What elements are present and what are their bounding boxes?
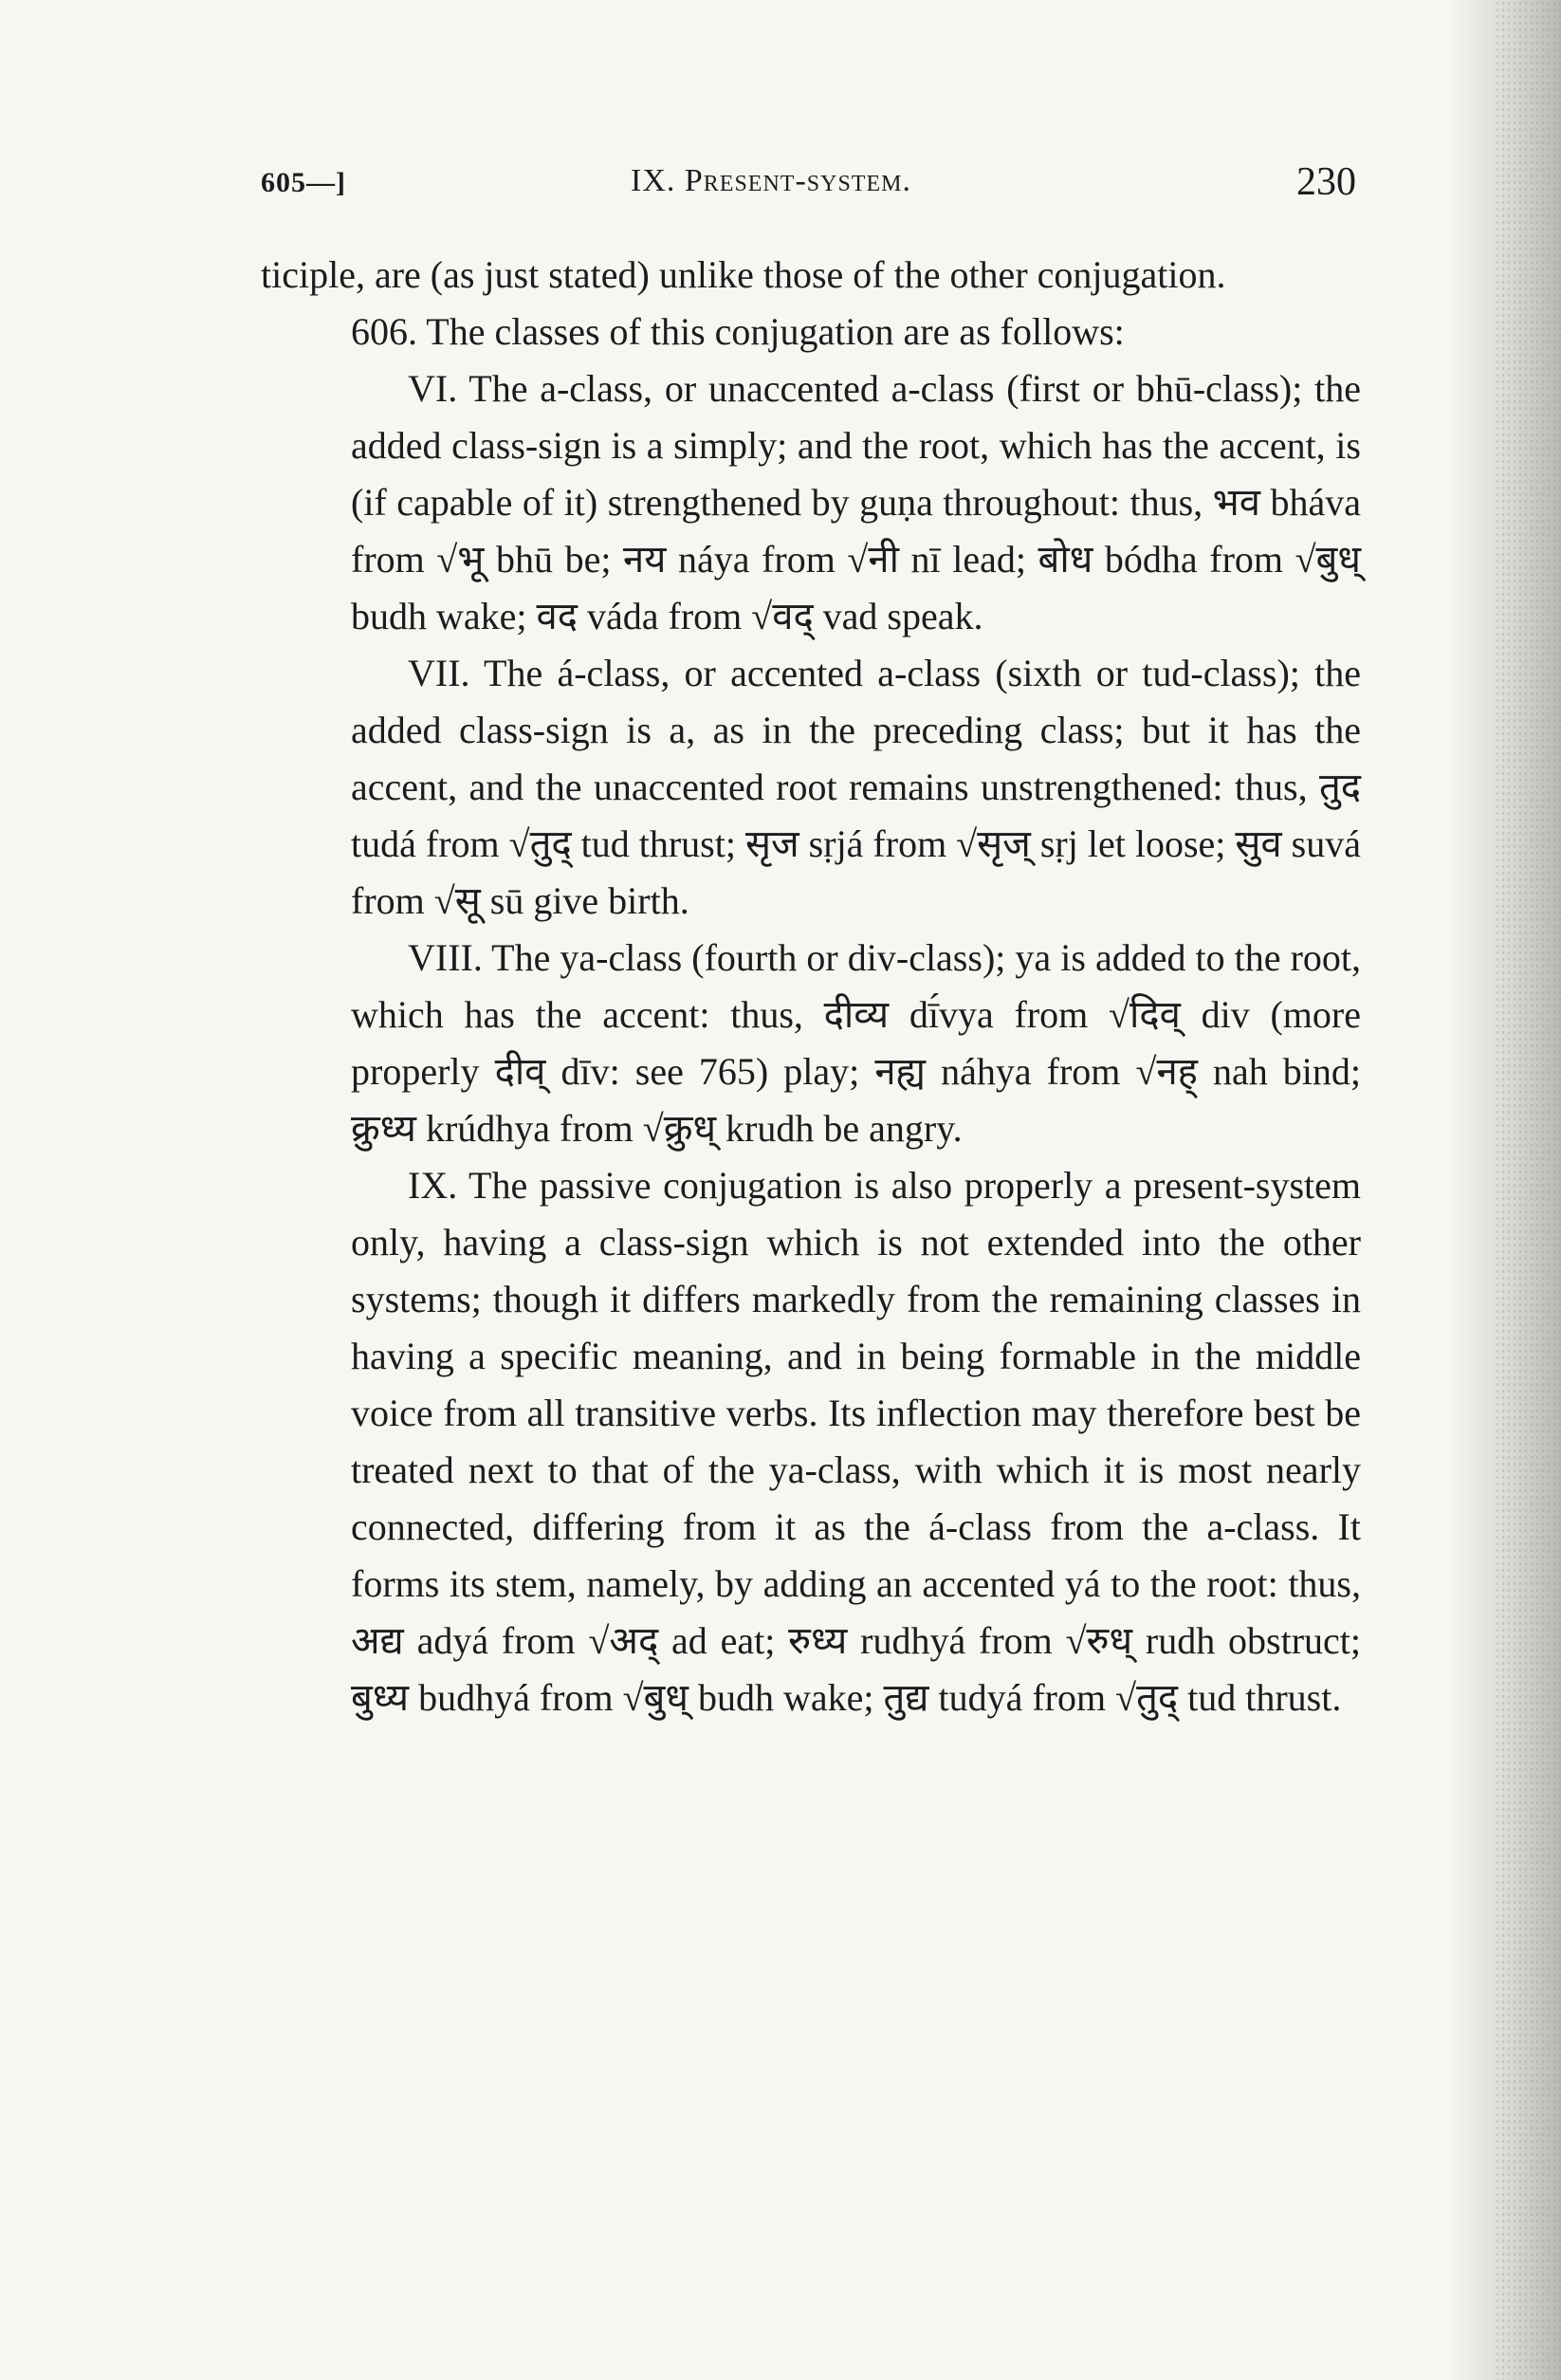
paragraph-continuation: ticiple, are (as just stated) unlike those of the other conjugation. (261, 253, 1226, 296)
page-body (261, 247, 1361, 1726)
paragraph-class-viii: VIII. The ya-class (fourth or div-class); ya is added to the root, which has the accent: thus, दीव्य dī́vya from √दिव् div (more properly दीव् dīv: see 765) play; नह्य náhya from √नह् nah bind; क्रुध्य krúdhya from √क्रुध् krudh be angry. (351, 936, 1361, 1150)
section-reference: 605—] (261, 167, 346, 198)
paragraph-class-vi: VI. The a-class, or unaccented a-class (first or bhū-class); the added class-sign is a simply; and the root, which has the accent, is (if capable of it) strengthened by guṇa throughout: thus, भव bháva from √भू bhū be; नय náya from √नी nī lead; बोध bódha from √बुध् budh wake; वद váda from √वद् vad speak. (351, 367, 1361, 637)
paragraph-class-vii: VII. The á-class, or accented a-class (sixth or tud-class); the added class-sign is a, as in the preceding class; but it has the accent, and the unaccented root remains unstrengthened: thus, तुद tudá from √तुद् tud thrust; सृज sṛjá from √सृज् sṛj let loose; सुव suvá from √सू sū give birth. (351, 652, 1361, 922)
paragraph-606: 606. The classes of this conjugation are as follows: (351, 310, 1125, 353)
chapter-title: IX. Present-system. (631, 163, 911, 198)
page-edge-texture (1495, 0, 1561, 2380)
page-number: 230 (1296, 160, 1356, 204)
running-header (261, 159, 1366, 216)
paragraph-class-ix: IX. The passive conjugation is also properly a present-system only, having a class-sign which is not extended into the other systems; though it differs markedly from the remaining classes in having a specific meaning, and in being formable in the middle voice from all transitive verbs. Its inflection may therefore best be treated next to that of the ya-class, with which it is most nearly connected, differing from it as the á-class from the a-class. It forms its stem, namely, by adding an accented yá to the root: thus, अद्य adyá from √अद् ad eat; रुध्य rudhyá from √रुध् rudh obstruct; बुध्य budhyá from √बुध् budh wake; तुद्य tudyá from √तुद् tud thrust. (351, 1164, 1361, 1719)
